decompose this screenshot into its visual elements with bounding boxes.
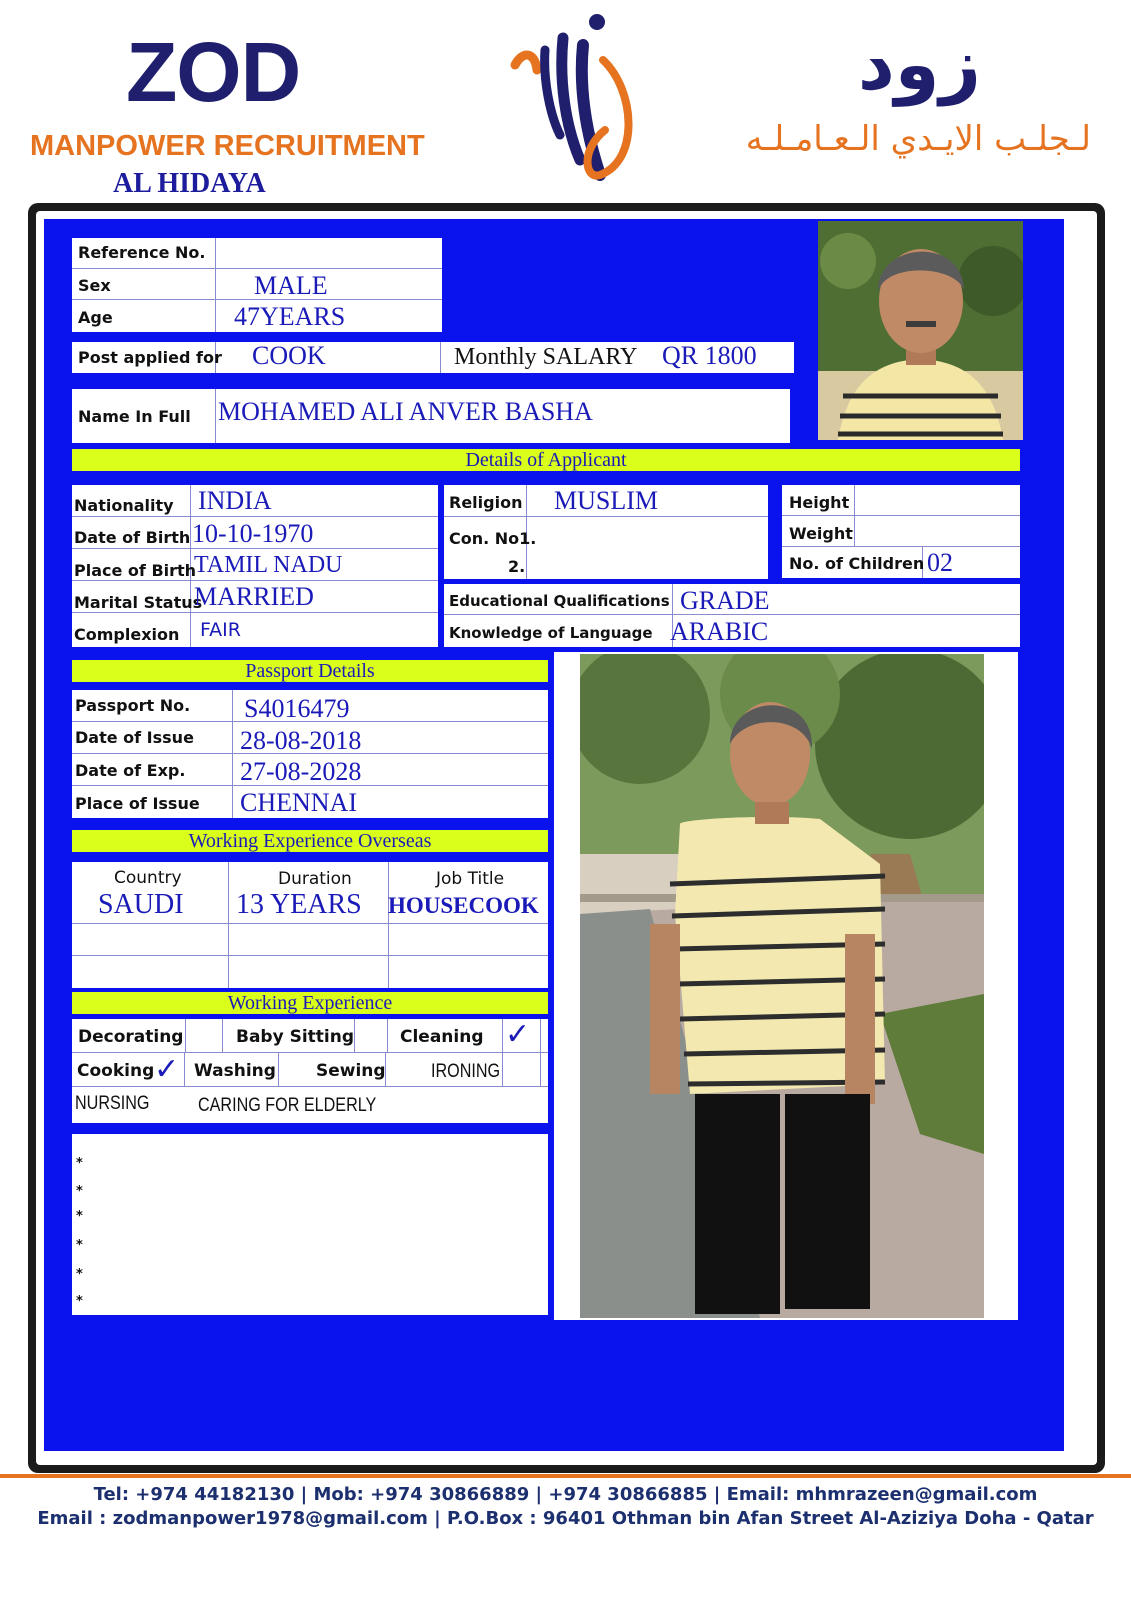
applicant-headshot <box>818 221 1023 440</box>
children-value: 02 <box>927 548 953 577</box>
brand-branch: AL HIDAYA <box>113 168 266 199</box>
name-value: MOHAMED ALI ANVER BASHA <box>218 397 593 426</box>
physical-table <box>782 485 1020 578</box>
cooking-checkmark-icon: ✓ <box>154 1052 180 1087</box>
place-of-issue-value: CHENNAI <box>240 788 357 817</box>
footer-divider <box>0 1474 1131 1478</box>
notes-box <box>72 1134 548 1315</box>
nationality-label: Nationality <box>74 496 174 515</box>
issue-date-value: 28-08-2018 <box>240 726 362 755</box>
sex-value: MALE <box>254 271 328 300</box>
dob-value: 10-10-1970 <box>192 519 314 548</box>
complexion-value: FAIR <box>200 619 241 641</box>
arabic-subtitle: لـجلـب الايـدي الـعـامـلـه <box>745 119 1091 159</box>
note-bullet: * <box>76 1156 83 1171</box>
company-logo-icon <box>505 10 645 185</box>
place-of-issue-label: Place of Issue <box>75 794 200 813</box>
brand-name: ZOD <box>126 25 301 119</box>
religion-label: Religion <box>449 493 523 512</box>
baby-sitting-label: Baby Sitting <box>236 1027 355 1047</box>
full-name-row <box>72 389 790 443</box>
washing-label: Washing <box>194 1061 276 1081</box>
sewing-label: Sewing <box>316 1061 386 1081</box>
note-bullet: * <box>76 1209 83 1224</box>
brand-subtitle: MANPOWER RECRUITMENT <box>30 130 425 162</box>
footer-contact-line: Tel: +974 44182130 | Mob: +974 30866889 | +974 30866885 | Email: mhmrazeen@gmail.com <box>93 1484 1038 1505</box>
age-value: 47YEARS <box>234 302 346 331</box>
children-label: No. of Children <box>789 554 925 573</box>
passport-table <box>72 690 548 818</box>
age-label: Age <box>78 308 113 327</box>
post-value: COOK <box>252 341 326 370</box>
religion-contact-table <box>444 485 768 579</box>
language-label: Knowledge of Language <box>449 624 653 642</box>
expiry-date-value: 27-08-2028 <box>240 757 362 786</box>
note-bullet: * <box>76 1294 83 1309</box>
col-duration-header: Duration <box>278 869 352 889</box>
overseas-duration-value: 13 YEARS <box>236 889 362 920</box>
experience-heading: Working Experience <box>72 992 548 1014</box>
overseas-country-value: SAUDI <box>98 889 184 920</box>
pob-value: TAMIL NADU <box>194 552 343 578</box>
overseas-heading: Working Experience Overseas <box>72 830 548 852</box>
note-bullet: * <box>76 1267 83 1282</box>
cooking-label: Cooking <box>77 1061 155 1081</box>
reference-label: Reference No. <box>78 243 206 262</box>
complexion-label: Complexion <box>74 625 180 644</box>
footer-address-line: Email : zodmanpower1978@gmail.com | P.O.Box : 96401 Othman bin Afan Street Al-Aziziya Doha - Qatar <box>37 1508 1094 1529</box>
expiry-date-label: Date of Exp. <box>75 761 186 780</box>
ironing-label: IRONING <box>431 1061 501 1082</box>
contact-2-label: 2. <box>508 557 526 576</box>
education-label: Educational Qualifications <box>449 592 670 610</box>
name-label: Name In Full <box>78 407 191 426</box>
education-value: GRADE <box>680 586 770 615</box>
passport-number-label: Passport No. <box>75 696 191 715</box>
experience-table <box>72 1019 548 1123</box>
salary-label: Monthly SALARY <box>454 344 638 370</box>
sex-label: Sex <box>78 276 111 295</box>
details-heading: Details of Applicant <box>72 449 1020 471</box>
nursing-label: NURSING <box>75 1093 150 1114</box>
overseas-table <box>72 862 548 988</box>
religion-value: MUSLIM <box>554 486 659 515</box>
note-bullet: * <box>76 1238 83 1253</box>
applicant-full-photo <box>580 654 984 1318</box>
arabic-brand: زود <box>857 22 981 106</box>
caring-label: CARING FOR ELDERLY <box>198 1095 377 1116</box>
passport-number-value: S4016479 <box>244 694 350 723</box>
overseas-job-value: HOUSECOOK <box>388 893 539 918</box>
salary-value: QR 1800 <box>662 341 757 370</box>
cleaning-label: Cleaning <box>400 1027 484 1047</box>
col-country-header: Country <box>114 868 182 888</box>
post-salary-row <box>72 342 794 373</box>
decorating-label: Decorating <box>78 1027 184 1047</box>
nationality-value: INDIA <box>198 486 272 515</box>
pob-label: Place of Birth <box>74 561 197 580</box>
education-language-table <box>444 584 1020 647</box>
col-job-header: Job Title <box>436 869 505 889</box>
contact-1-label: Con. No1. <box>449 529 537 548</box>
passport-heading: Passport Details <box>72 660 548 682</box>
marital-value: MARRIED <box>194 582 314 611</box>
cleaning-checkmark-icon: ✓ <box>505 1017 531 1052</box>
ref-sex-age-table <box>72 238 442 332</box>
height-label: Height <box>789 493 850 512</box>
personal-table <box>72 485 438 647</box>
weight-label: Weight <box>789 524 853 543</box>
issue-date-label: Date of Issue <box>75 728 194 747</box>
language-value: ARABIC <box>670 617 769 646</box>
post-label: Post applied for <box>78 348 222 367</box>
dob-label: Date of Birth <box>74 528 191 547</box>
note-bullet: * <box>76 1184 83 1199</box>
marital-label: Marital Status <box>74 593 203 612</box>
